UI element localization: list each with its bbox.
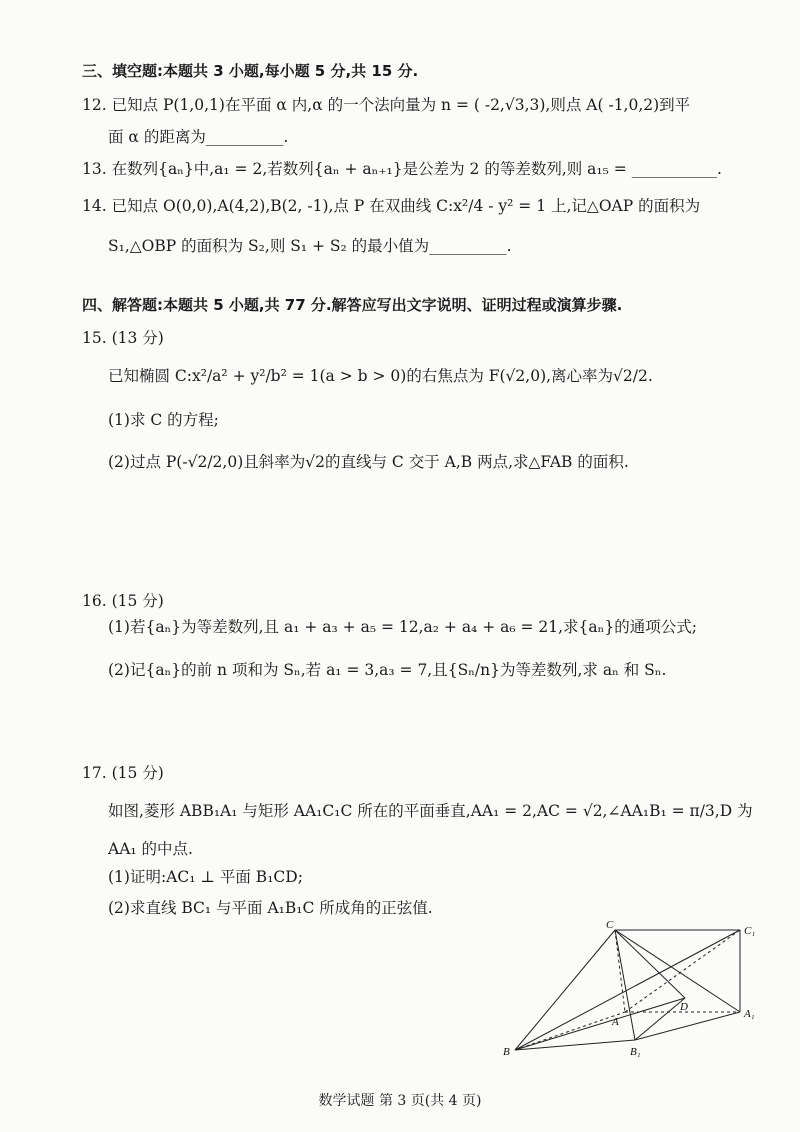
q16-title: 16. (15 分) [82, 592, 164, 610]
edge-c-b [515, 930, 615, 1050]
section-4-header: 四、解答题:本题共 5 小题,共 77 分.解答应写出文字说明、证明过程或演算步骤. [82, 296, 623, 314]
label-d: D [680, 1001, 688, 1013]
section-3-header: 三、填空题:本题共 3 小题,每小题 5 分,共 15 分. [82, 62, 419, 80]
q17-part-2: (2)求直线 BC₁ 与平面 A₁B₁C 所成角的正弦值. [108, 899, 433, 917]
q12-line-1: 12. 已知点 P(1,0,1)在平面 α 内,α 的一个法向量为 n = ( -2,√3,3),则点 A( -1,0,2)到平 [82, 96, 691, 114]
q14-line-1: 14. 已知点 O(0,0),A(4,2),B(2, -1),点 P 在双曲线 C:x²/4 - y² = 1 上,记△OAP 的面积为 [82, 197, 701, 215]
q17-stem-line-2: AA₁ 的中点. [108, 840, 193, 858]
q17-stem-line-1: 如图,菱形 ABB₁A₁ 与矩形 AA₁C₁C 所在的平面垂直,AA₁ = 2,AC = √2,∠AA₁B₁ = π/3,D 为 [108, 802, 753, 820]
q17-title: 17. (15 分) [82, 764, 164, 782]
label-b: B [503, 1046, 510, 1058]
label-a: A [612, 1016, 619, 1028]
q17-part-1: (1)证明:AC₁ ⊥ 平面 B₁CD; [108, 868, 303, 886]
q16-part-2: (2)记{aₙ}的前 n 项和为 Sₙ,若 a₁ = 3,a₃ = 7,且{Sₙ/n}为等差数列,求 aₙ 和 Sₙ. [108, 661, 667, 679]
q12-line-2: 面 α 的距离为__________. [108, 128, 289, 146]
label-b1: B₁ [630, 1046, 641, 1058]
q15-title: 15. (13 分) [82, 329, 164, 347]
q13-text: 13. 在数列{aₙ}中,a₁ = 2,若数列{aₙ + aₙ₊₁}是公差为 2 的等差数列,则 a₁₅ = ___________. [82, 160, 722, 178]
q16-part-1: (1)若{aₙ}为等差数列,且 a₁ + a₃ + a₅ = 12,a₂ + a₄ + a₆ = 21,求{aₙ}的通项公式; [108, 618, 697, 636]
label-a1: A₁ [744, 1008, 755, 1020]
page-footer: 数学试题 第 3 页(共 4 页) [318, 1093, 482, 1109]
q15-part-2: (2)过点 P(-√2/2,0)且斜率为√2的直线与 C 交于 A,B 两点,求△FAB 的面积. [108, 453, 629, 471]
edge-b1-a1 [635, 1012, 740, 1040]
edge-c-a1 [615, 930, 740, 1012]
edge-c-a-hidden [615, 930, 625, 1012]
label-c1: C₁ [744, 925, 756, 937]
edge-b-a-hidden [515, 1012, 625, 1050]
q15-part-1: (1)求 C 的方程; [108, 411, 219, 429]
geometry-figure [500, 915, 765, 1080]
label-c: C [606, 919, 614, 931]
q15-stem: 已知椭圆 C:x²/a² + y²/b² = 1(a > b > 0)的右焦点为 F(√2,0),离心率为√2/2. [108, 367, 653, 385]
edge-b-d [515, 998, 685, 1050]
q14-line-2: S₁,△OBP 的面积为 S₂,则 S₁ + S₂ 的最小值为__________. [108, 237, 512, 255]
